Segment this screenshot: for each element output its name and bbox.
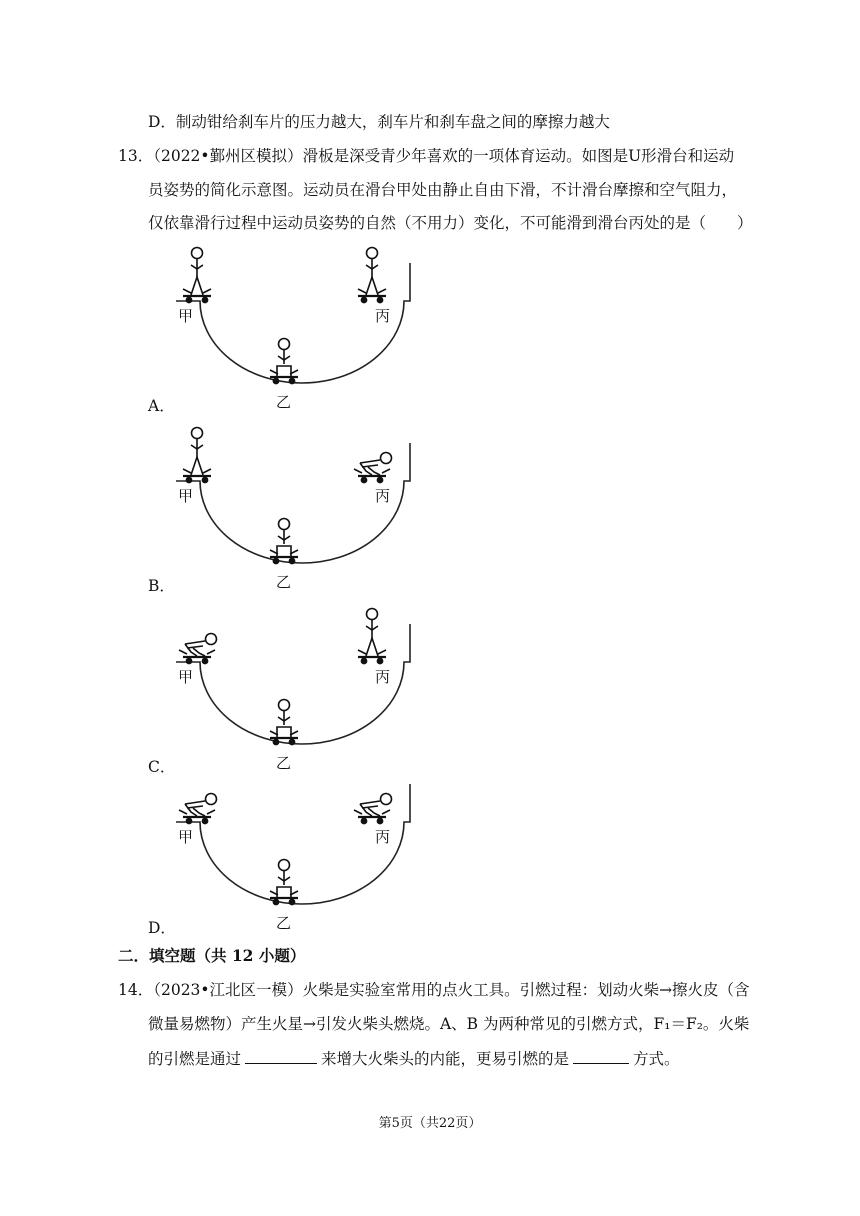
skater-left-figure xyxy=(183,248,211,303)
u-ramp-diagram xyxy=(172,245,462,411)
answer-blank-2[interactable] xyxy=(573,1047,629,1064)
station-label-bottom: 乙 xyxy=(276,573,292,591)
figure-option-c xyxy=(172,606,462,772)
page-footer: 第5页（共22页） xyxy=(378,1116,482,1131)
skater-right-figure xyxy=(354,453,392,483)
option-b-label: B． xyxy=(148,577,175,595)
option-d-label: D． xyxy=(148,919,176,937)
skater-bottom-figure xyxy=(270,700,298,745)
option-a-label: A． xyxy=(148,397,175,415)
q13-line-1: 13．（2022•鄞州区模拟）滑板是深受青少年喜欢的一项体育运动。如图是U形滑台和运动 xyxy=(118,147,735,165)
skater-left-figure xyxy=(179,794,217,824)
station-label-left: 甲 xyxy=(178,828,194,846)
q12-option-d: D．制动钳给刹车片的压力越大，刹车片和刹车盘之间的摩擦力越大 xyxy=(148,113,610,131)
station-label-right: 丙 xyxy=(375,487,391,505)
skater-right-figure xyxy=(358,248,386,303)
q13-line-2: 员姿势的简化示意图。运动员在滑台甲处由静止自由下滑，不计滑台摩擦和空气阻力， xyxy=(148,181,738,199)
station-label-bottom: 乙 xyxy=(276,914,292,932)
option-c-label: C． xyxy=(148,758,176,776)
q14-line-2: 微量易燃物）产生火星→引发火柴头燃烧。A、B 为两种常见的引燃方式，F₁＝F₂。火柴 xyxy=(148,1015,750,1033)
section-2-title: 二．填空题（共 12 小题） xyxy=(118,946,306,965)
skater-bottom-figure xyxy=(270,860,298,905)
skater-right-figure xyxy=(354,794,392,824)
station-label-right: 丙 xyxy=(375,828,391,846)
answer-blank-1[interactable] xyxy=(245,1047,317,1064)
q14-line-1: 14．（2023•江北区一模）火柴是实验室常用的点火工具。引燃过程：划动火柴→擦火皮（含 xyxy=(118,981,750,999)
skater-bottom-figure xyxy=(270,339,298,384)
u-ramp-diagram xyxy=(172,425,462,591)
skater-right-figure xyxy=(358,609,386,664)
q14-text-b: 来增大火柴头的内能，更易引燃的是 xyxy=(321,1050,570,1068)
station-label-left: 甲 xyxy=(178,307,194,325)
q14-line-3 xyxy=(148,1047,680,1069)
q14-text-c: 方式。 xyxy=(633,1050,680,1068)
station-label-left: 甲 xyxy=(178,487,194,505)
skater-left-figure xyxy=(179,634,217,664)
figure-option-d xyxy=(172,766,462,932)
skater-bottom-figure xyxy=(270,519,298,564)
q13-line-3: 仅依靠滑行过程中运动员姿势的自然（不用力）变化，不可能滑到滑台丙处的是（ ） xyxy=(148,214,753,232)
q14-text-a: 的引燃是通过 xyxy=(148,1050,242,1068)
figure-option-a xyxy=(172,245,462,411)
station-label-right: 丙 xyxy=(375,668,391,686)
station-label-bottom: 乙 xyxy=(276,754,292,772)
station-label-bottom: 乙 xyxy=(276,393,292,411)
u-ramp-diagram xyxy=(172,766,462,932)
skater-left-figure xyxy=(183,428,211,483)
figure-option-b xyxy=(172,425,462,591)
station-label-right: 丙 xyxy=(375,307,391,325)
u-ramp-diagram xyxy=(172,606,462,772)
station-label-left: 甲 xyxy=(178,668,194,686)
